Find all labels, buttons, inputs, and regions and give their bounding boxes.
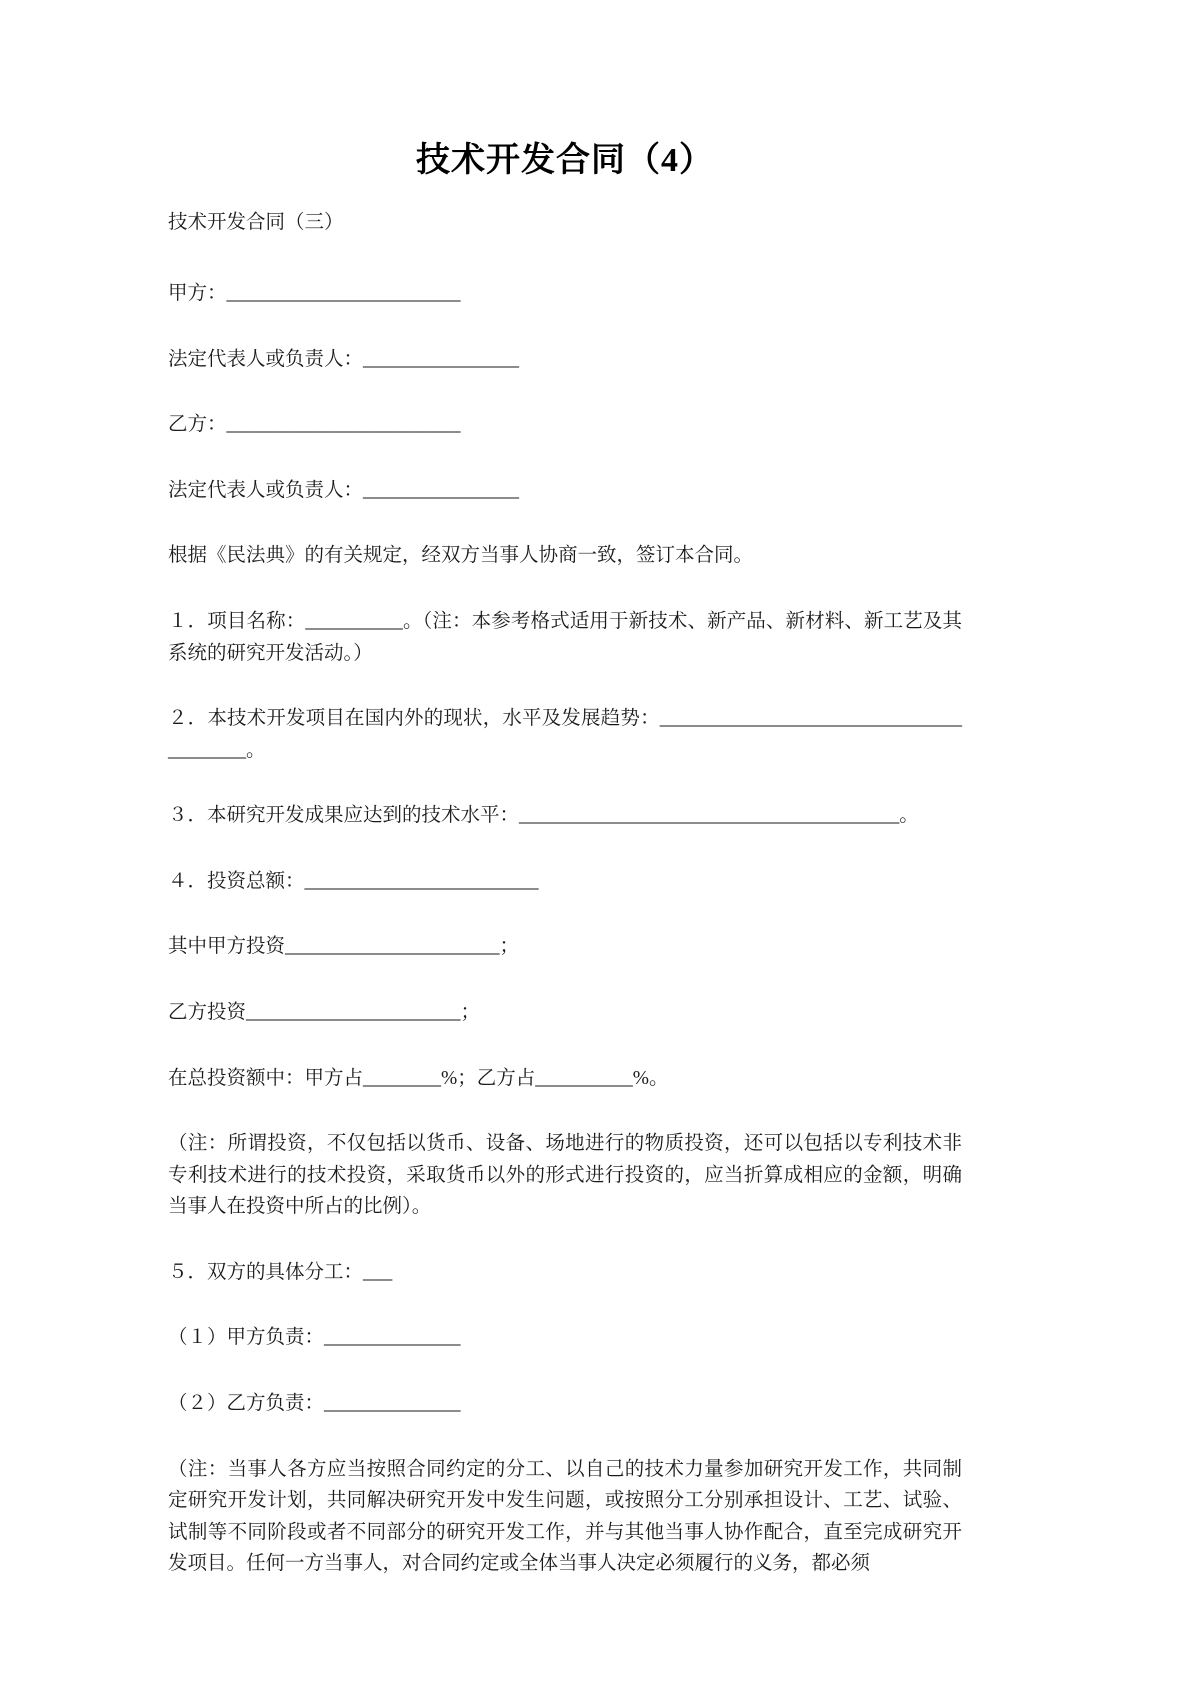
- clause-4-total-investment: ４．投资总额：________________________: [168, 870, 539, 892]
- document-subtitle: 技术开发合同（三）: [168, 211, 344, 233]
- party-b-representative-field: 法定代表人或负责人：________________: [168, 479, 520, 501]
- note-division-of-work: （注：当事人各方应当按照合同约定的分工、以自己的技术力量参加研究开发工作，共同制定研究开发计划，共同解决研究开发中发生问题，或按照分工分别承担设计、工艺、试验、试制等不同阶段或者不同部分的研究开发工作，并与其他当事人协作配合，直至完成研究开发项目。任何一方当事人，对合同约定或全体当事人决定必须履行的义务，都必须: [168, 1458, 962, 1575]
- page-title: 技术开发合同（4）: [416, 142, 714, 179]
- clause-4-party-a-investment: 其中甲方投资______________________；: [168, 936, 520, 958]
- party-b-field: 乙方：________________________: [168, 414, 461, 436]
- clause-3-technical-level: ３．本研究开发成果应达到的技术水平：_______________________________________。: [168, 805, 919, 827]
- clause-4-investment-ratio: 在总投资额中：甲方占________%；乙方占__________%。: [168, 1067, 669, 1089]
- party-a-representative-field: 法定代表人或负责人：________________: [168, 348, 520, 370]
- clause-4-party-b-investment: 乙方投资______________________；: [168, 1002, 481, 1024]
- preamble-paragraph: 根据《民法典》的有关规定，经双方当事人协商一致，签订本合同。: [168, 545, 754, 567]
- clause-2-status-and-trend: ２．本技术开发项目在国内外的现状，水平及发展趋势：_______________________________________。: [168, 708, 962, 761]
- party-a-field: 甲方：________________________: [168, 283, 461, 305]
- note-investment-definition: （注：所谓投资，不仅包括以货币、设备、场地进行的物质投资，还可以包括以专利技术非专利技术进行的技术投资，采取货币以外的形式进行投资的，应当折算成相应的金额，明确当事人在投资中所占的比例）。: [168, 1133, 962, 1218]
- clause-5-division-of-work: ５．双方的具体分工：___: [168, 1261, 393, 1283]
- clause-5-item-2-party-b: （２）乙方负责：______________: [168, 1393, 461, 1415]
- clause-1-project-name: １．项目名称：__________。（注：本参考格式适用于新技术、新产品、新材料、新工艺及其系统的研究开发活动。）: [168, 610, 962, 664]
- document-body: [168, 0, 962, 1580]
- clause-5-item-1-party-a: （１）甲方负责：______________: [168, 1327, 461, 1349]
